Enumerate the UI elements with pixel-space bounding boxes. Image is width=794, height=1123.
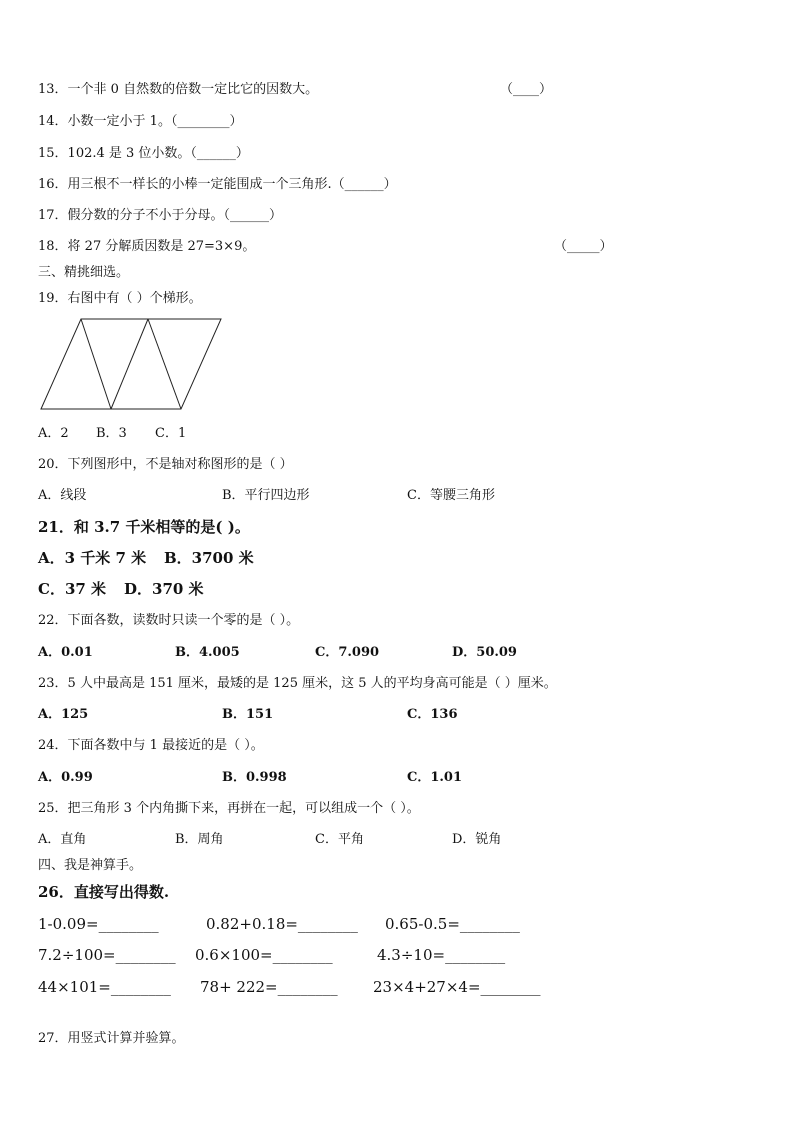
question-14: 14．小数一定小于 1。（________）	[38, 114, 243, 129]
answer-blank-18[interactable]: （_____）	[554, 239, 613, 254]
q19-option-b[interactable]: B．3	[96, 426, 127, 441]
q19-option-a[interactable]: A．2	[38, 426, 69, 441]
section-heading-3: 三、精挑细选。	[38, 265, 130, 280]
q20-option-c[interactable]: C．等腰三角形	[407, 488, 495, 503]
question-26-stem: 26．直接写出得数.	[38, 883, 170, 901]
q23-option-b[interactable]: B．151	[222, 707, 274, 722]
q25-option-b[interactable]: B．周角	[175, 832, 224, 847]
q22-option-b[interactable]: B．4.005	[175, 645, 240, 660]
q19-option-c[interactable]: C．1	[155, 426, 187, 441]
question-19-stem: 19．右图中有（ ）个梯形。	[38, 291, 202, 306]
figure-diagonal-line	[81, 319, 111, 409]
q25-option-c[interactable]: C．平角	[315, 832, 364, 847]
calc-item[interactable]: 1-0.09=________	[38, 915, 159, 933]
q21-option-c[interactable]: C．37 米	[38, 580, 107, 598]
q22-option-d[interactable]: D．50.09	[452, 645, 517, 660]
question-23-stem: 23．5 人中最高是 151 厘米，最矮的是 125 厘米，这 5 人的平均身高可能是（ ）厘米。	[38, 676, 557, 691]
q21-option-d[interactable]: D．370 米	[124, 580, 204, 598]
q21-option-b[interactable]: B．3700 米	[164, 549, 254, 567]
question-13: 13．一个非 0 自然数的倍数一定比它的因数大。	[38, 82, 319, 97]
q21-option-a[interactable]: A．3 千米 7 米	[38, 549, 147, 567]
question-15: 15．102.4 是 3 位小数。（______）	[38, 146, 249, 161]
q24-option-b[interactable]: B．0.998	[222, 770, 287, 785]
figure-diagonal-line	[148, 319, 181, 409]
q20-option-b[interactable]: B．平行四边形	[222, 488, 310, 503]
question-21-stem: 21．和 3.7 千米相等的是( )。	[38, 518, 250, 536]
calc-item[interactable]: 23×4+27×4=________	[373, 978, 541, 996]
calc-item[interactable]: 7.2÷100=________	[38, 946, 176, 964]
q22-option-c[interactable]: C．7.090	[315, 645, 380, 660]
calc-item[interactable]: 78+ 222=________	[200, 978, 338, 996]
question-17: 17．假分数的分子不小于分母。（______）	[38, 208, 283, 223]
trapezoid-figure	[38, 316, 224, 412]
calc-item[interactable]: 0.82+0.18=________	[206, 915, 358, 933]
calc-item[interactable]: 44×101=________	[38, 978, 171, 996]
q25-option-a[interactable]: A．直角	[38, 832, 87, 847]
q23-option-c[interactable]: C．136	[407, 707, 458, 722]
q20-option-a[interactable]: A．线段	[38, 488, 87, 503]
calc-item[interactable]: 4.3÷10=________	[377, 946, 506, 964]
question-20-stem: 20．下列图形中，不是轴对称图形的是（ ）	[38, 457, 293, 472]
section-heading-4: 四、我是神算手。	[38, 858, 143, 873]
parallelogram-outline	[41, 319, 221, 409]
question-27-stem: 27．用竖式计算并验算。	[38, 1031, 185, 1046]
answer-blank-13[interactable]: （____）	[500, 82, 553, 97]
question-16: 16．用三根不一样长的小棒一定能围成一个三角形.（______）	[38, 177, 397, 192]
question-24-stem: 24．下面各数中与 1 最接近的是（ ）。	[38, 738, 264, 753]
calc-item[interactable]: 0.6×100=________	[195, 946, 333, 964]
q24-option-a[interactable]: A．0.99	[38, 770, 93, 785]
question-22-stem: 22．下面各数，读数时只读一个零的是（ ）。	[38, 613, 300, 628]
question-18: 18．将 27 分解质因数是 27=3×9。	[38, 239, 256, 254]
calc-item[interactable]: 0.65-0.5=________	[385, 915, 520, 933]
q25-option-d[interactable]: D．锐角	[452, 832, 502, 847]
q23-option-a[interactable]: A．125	[38, 707, 89, 722]
q22-option-a[interactable]: A．0.01	[38, 645, 93, 660]
q24-option-c[interactable]: C．1.01	[407, 770, 463, 785]
question-25-stem: 25．把三角形 3 个内角撕下来，再拼在一起，可以组成一个（ ）。	[38, 801, 420, 816]
figure-diagonal-line	[111, 319, 148, 409]
